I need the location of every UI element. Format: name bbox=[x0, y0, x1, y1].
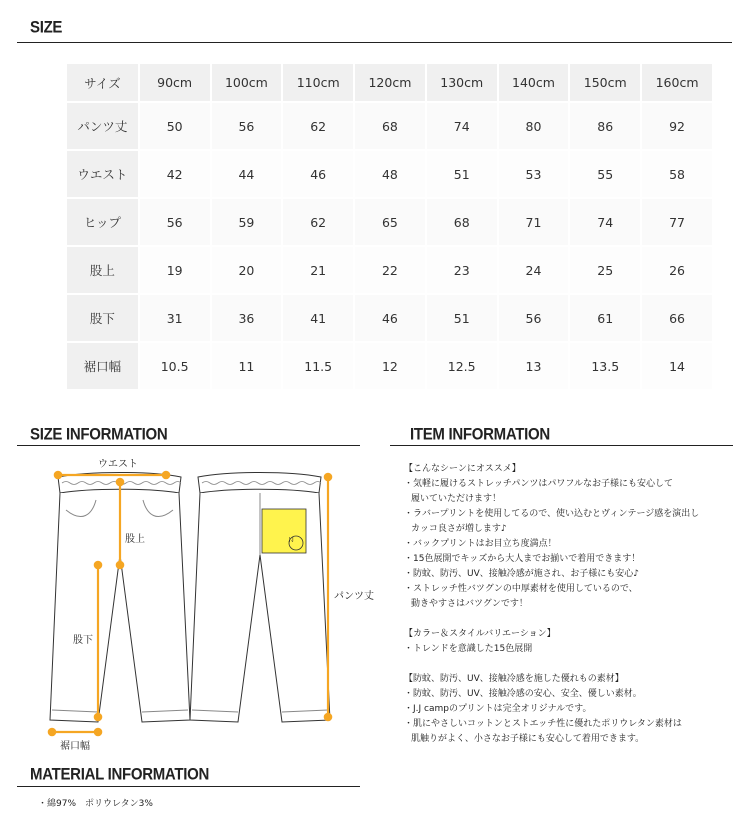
table-cell: 56 bbox=[139, 198, 211, 246]
table-row bbox=[67, 246, 713, 294]
table-cell: 68 bbox=[354, 102, 426, 150]
table-cell: 44 bbox=[211, 150, 283, 198]
size-header-cell: 160cm bbox=[641, 64, 713, 102]
table-cell: 36 bbox=[211, 294, 283, 342]
item-info-gap bbox=[404, 657, 734, 672]
row-label: ウエスト bbox=[67, 150, 139, 198]
size-header-cell: 130cm bbox=[426, 64, 498, 102]
row-label: 股上 bbox=[67, 246, 139, 294]
table-cell: 23 bbox=[426, 246, 498, 294]
row-label: ヒップ bbox=[67, 198, 139, 246]
table-cell: 74 bbox=[426, 102, 498, 150]
size-header-label: サイズ bbox=[67, 64, 139, 102]
table-cell: 55 bbox=[569, 150, 641, 198]
table-cell: 77 bbox=[641, 198, 713, 246]
item-info-line: ・ラバープリントを使用してるので、使い込むとヴィンテージ感を演出し bbox=[404, 509, 700, 519]
item-info-title: ITEM INFORMATION bbox=[410, 425, 550, 445]
table-cell: 20 bbox=[211, 246, 283, 294]
item-info-line: 動きやすさはバツグンです！ bbox=[411, 599, 528, 609]
table-cell: 68 bbox=[426, 198, 498, 246]
item-info-line: 【こんなシーンにオススメ】 bbox=[404, 464, 521, 474]
size-header-cell: 150cm bbox=[569, 64, 641, 102]
size-header-cell: 110cm bbox=[282, 64, 354, 102]
row-label: 股下 bbox=[67, 294, 139, 342]
table-cell: 24 bbox=[498, 246, 570, 294]
table-cell: 66 bbox=[641, 294, 713, 342]
table-cell: 48 bbox=[354, 150, 426, 198]
item-info-line: 【カラー＆スタイルバリエーション】 bbox=[404, 629, 556, 639]
table-cell: 41 bbox=[282, 294, 354, 342]
table-cell: 62 bbox=[282, 198, 354, 246]
table-cell: 26 bbox=[641, 246, 713, 294]
size-table-body bbox=[67, 102, 713, 390]
table-row bbox=[67, 150, 713, 198]
pants-illustration bbox=[30, 455, 380, 755]
item-info-line: 【防蚊、防汚、UV、接触冷感を施した優れもの素材】 bbox=[404, 674, 624, 684]
logo-text: J.J bbox=[289, 537, 294, 543]
material-info-title: MATERIAL INFORMATION bbox=[30, 765, 209, 785]
material-text: ・綿97% ポリウレタン3% bbox=[38, 799, 153, 809]
hem-label: 裾口幅 bbox=[60, 741, 90, 752]
item-info-line: ・J.J campのプリントは完全オリジナルです。 bbox=[404, 704, 592, 714]
table-cell: 11.5 bbox=[282, 342, 354, 390]
item-info-line: ・肌にやさしいコットンとストエッチ性に優れたポリウレタン素材は bbox=[404, 719, 682, 729]
row-label: 裾口幅 bbox=[67, 342, 139, 390]
size-header-cell: 90cm bbox=[139, 64, 211, 102]
table-cell: 61 bbox=[569, 294, 641, 342]
table-cell: 58 bbox=[641, 150, 713, 198]
table-cell: 50 bbox=[139, 102, 211, 150]
item-info-line: ・気軽に履けるストレッチパンツはパワフルなお子様にも安心して bbox=[404, 479, 674, 489]
item-info-list bbox=[404, 462, 734, 747]
material-info-rule bbox=[17, 786, 360, 787]
table-cell: 62 bbox=[282, 102, 354, 150]
item-info-rule bbox=[390, 445, 733, 446]
item-info-line: ・防蚊、防汚、UV、接触冷感が施され、お子様にも安心♪ bbox=[404, 569, 640, 579]
row-label: パンツ丈 bbox=[67, 102, 139, 150]
item-info-line: ・バックプリントはお目立ち度満点！ bbox=[404, 539, 557, 549]
table-cell: 12 bbox=[354, 342, 426, 390]
size-header-cell: 140cm bbox=[498, 64, 570, 102]
table-cell: 56 bbox=[498, 294, 570, 342]
table-cell: 74 bbox=[569, 198, 641, 246]
item-info-line: ・ストレッチ性バツグンの中厚素材を使用しているので、 bbox=[404, 584, 638, 594]
table-cell: 19 bbox=[139, 246, 211, 294]
item-info-line: ・15色展開でキッズから大人までお揃いで着用できます！ bbox=[404, 554, 641, 564]
item-info-gap bbox=[404, 612, 734, 627]
table-row bbox=[67, 342, 713, 390]
table-cell: 22 bbox=[354, 246, 426, 294]
table-cell: 56 bbox=[211, 102, 283, 150]
table-cell: 31 bbox=[139, 294, 211, 342]
size-title: SIZE bbox=[30, 18, 63, 38]
item-info-line: 履いていただけます！ bbox=[411, 494, 502, 504]
item-info-line: カッコ良さが増します♪ bbox=[411, 524, 507, 534]
item-info-line: ・防蚊、防汚、UV、接触冷感の安心、安全、優しい素材。 bbox=[404, 689, 642, 699]
back-waistband bbox=[198, 473, 321, 494]
size-header-cell: 100cm bbox=[211, 64, 283, 102]
size-header-cell: 120cm bbox=[354, 64, 426, 102]
table-cell: 42 bbox=[139, 150, 211, 198]
table-cell: 11 bbox=[211, 342, 283, 390]
table-cell: 53 bbox=[498, 150, 570, 198]
size-info-rule bbox=[17, 445, 360, 446]
size-title-rule bbox=[17, 42, 732, 43]
item-info-line: ・トレンドを意識した15色展開 bbox=[404, 644, 533, 654]
length-label: パンツ丈 bbox=[334, 591, 374, 602]
table-cell: 51 bbox=[426, 150, 498, 198]
table-cell: 51 bbox=[426, 294, 498, 342]
table-cell: 13.5 bbox=[569, 342, 641, 390]
table-cell: 21 bbox=[282, 246, 354, 294]
table-row bbox=[67, 198, 713, 246]
table-cell: 46 bbox=[282, 150, 354, 198]
size-table bbox=[67, 64, 714, 391]
table-row bbox=[67, 102, 713, 150]
table-cell: 12.5 bbox=[426, 342, 498, 390]
table-row bbox=[67, 294, 713, 342]
table-cell: 10.5 bbox=[139, 342, 211, 390]
table-cell: 80 bbox=[498, 102, 570, 150]
pants-diagram bbox=[30, 455, 380, 755]
table-cell: 86 bbox=[569, 102, 641, 150]
table-cell: 59 bbox=[211, 198, 283, 246]
table-cell: 14 bbox=[641, 342, 713, 390]
inseam-label: 股下 bbox=[73, 635, 93, 646]
size-header-row bbox=[67, 64, 713, 102]
table-cell: 13 bbox=[498, 342, 570, 390]
table-cell: 92 bbox=[641, 102, 713, 150]
table-cell: 65 bbox=[354, 198, 426, 246]
item-info-line: 肌触りがよく、小さなお子様にも安心して着用できます。 bbox=[411, 734, 645, 744]
size-info-title: SIZE INFORMATION bbox=[30, 425, 168, 445]
table-cell: 46 bbox=[354, 294, 426, 342]
rise-label: 股上 bbox=[125, 534, 145, 545]
table-cell: 25 bbox=[569, 246, 641, 294]
waist-label: ウエスト bbox=[98, 459, 138, 470]
table-cell: 71 bbox=[498, 198, 570, 246]
